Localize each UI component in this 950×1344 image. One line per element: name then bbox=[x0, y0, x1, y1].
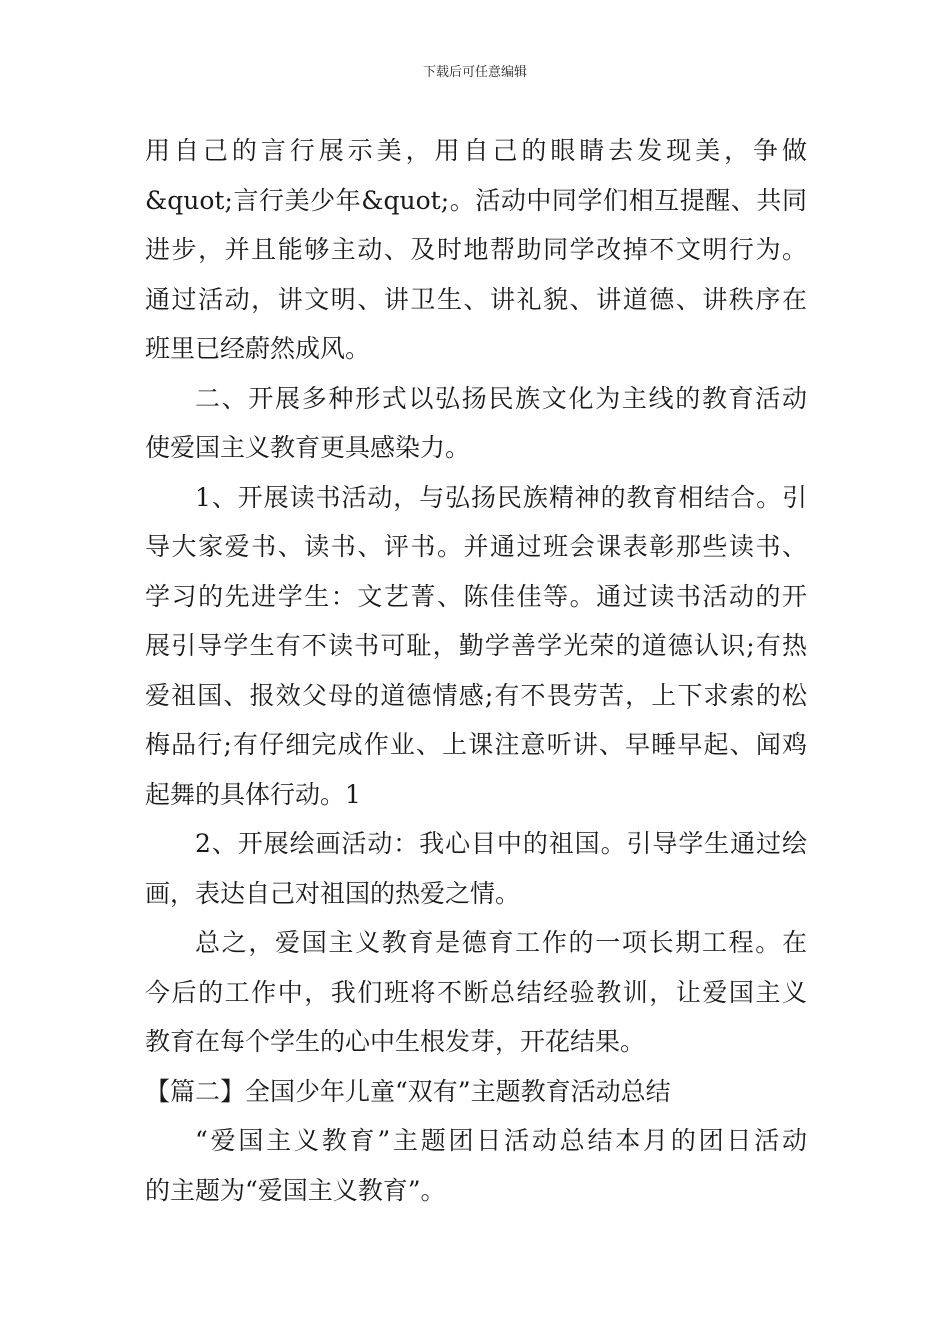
text-line: 进步，并且能够主动、及时地帮助同学改掉不文明行为。 bbox=[145, 235, 807, 264]
text-line: 的主题为“爱国主义教育”。 bbox=[145, 1175, 446, 1205]
paragraph-conclusion bbox=[145, 918, 807, 1067]
text-line: “爱国主义教育”主题团日活动总结本月的团日活动 bbox=[195, 1126, 807, 1155]
paragraph-drawing-activity bbox=[145, 819, 807, 918]
text-line: 爱祖国、报效父母的道德情感;有不畏劳苦，上下求索的松 bbox=[145, 680, 807, 710]
text-line: 班里已经蔚然成风。 bbox=[145, 334, 371, 363]
text-line: 总之，爱国主义教育是德育工作的一项长期工程。在 bbox=[195, 928, 807, 957]
text-line: 学习的先进学生：文艺菁、陈佳佳等。通过读书活动的开 bbox=[145, 581, 807, 611]
document-body bbox=[145, 126, 807, 1215]
text-line: 梅品行;有仔细完成作业、上课注意听讲、早睡早起、闻鸡 bbox=[145, 730, 807, 759]
paragraph-part-two-intro bbox=[145, 1116, 807, 1215]
text-line: 2、开展绘画活动：我心目中的祖国。引导学生通过绘 bbox=[195, 829, 807, 858]
text-line: 用自己的言行展示美，用自己的眼睛去发现美，争做 bbox=[145, 136, 807, 165]
text-line: 今后的工作中，我们班将不断总结经验教训，让爱国主义 bbox=[145, 977, 807, 1007]
paragraph-section-two bbox=[145, 374, 807, 473]
part-title: 【篇二】全国少年儿童“双有”主题教育活动总结 bbox=[145, 1076, 671, 1106]
text-line: 画，表达自己对祖国的热爱之情。 bbox=[145, 878, 521, 908]
section-heading-line: 二、开展多种形式以弘扬民族文化为主线的教育活动 bbox=[195, 383, 807, 413]
text-line: &quot;言行美少年&quot;。活动中同学们相互提醒、共同 bbox=[145, 185, 807, 215]
text-line: 导大家爱书、读书、评书。并通过班会课表彰那些读书、 bbox=[145, 532, 807, 561]
paragraph-reading-activity bbox=[145, 473, 807, 820]
text-line: 使爱国主义教育更具感染力。 bbox=[145, 433, 471, 462]
text-line: 1、开展读书活动，与弘扬民族精神的教育相结合。引 bbox=[195, 482, 807, 512]
paragraph-activity-summary bbox=[145, 126, 807, 374]
text-line: 展引导学生有不读书可耻，勤学善学光荣的道德认识;有热 bbox=[145, 631, 807, 660]
page-header: 下载后可任意编辑 bbox=[422, 65, 527, 80]
text-line: 通过活动，讲文明、讲卫生、讲礼貌、讲道德、讲秩序在 bbox=[145, 284, 807, 314]
paragraph-part-two-title bbox=[145, 1067, 807, 1117]
text-line: 教育在每个学生的心中生根发芽，开花结果。 bbox=[145, 1027, 646, 1056]
text-line: 起舞的具体行动。1 bbox=[145, 779, 361, 809]
